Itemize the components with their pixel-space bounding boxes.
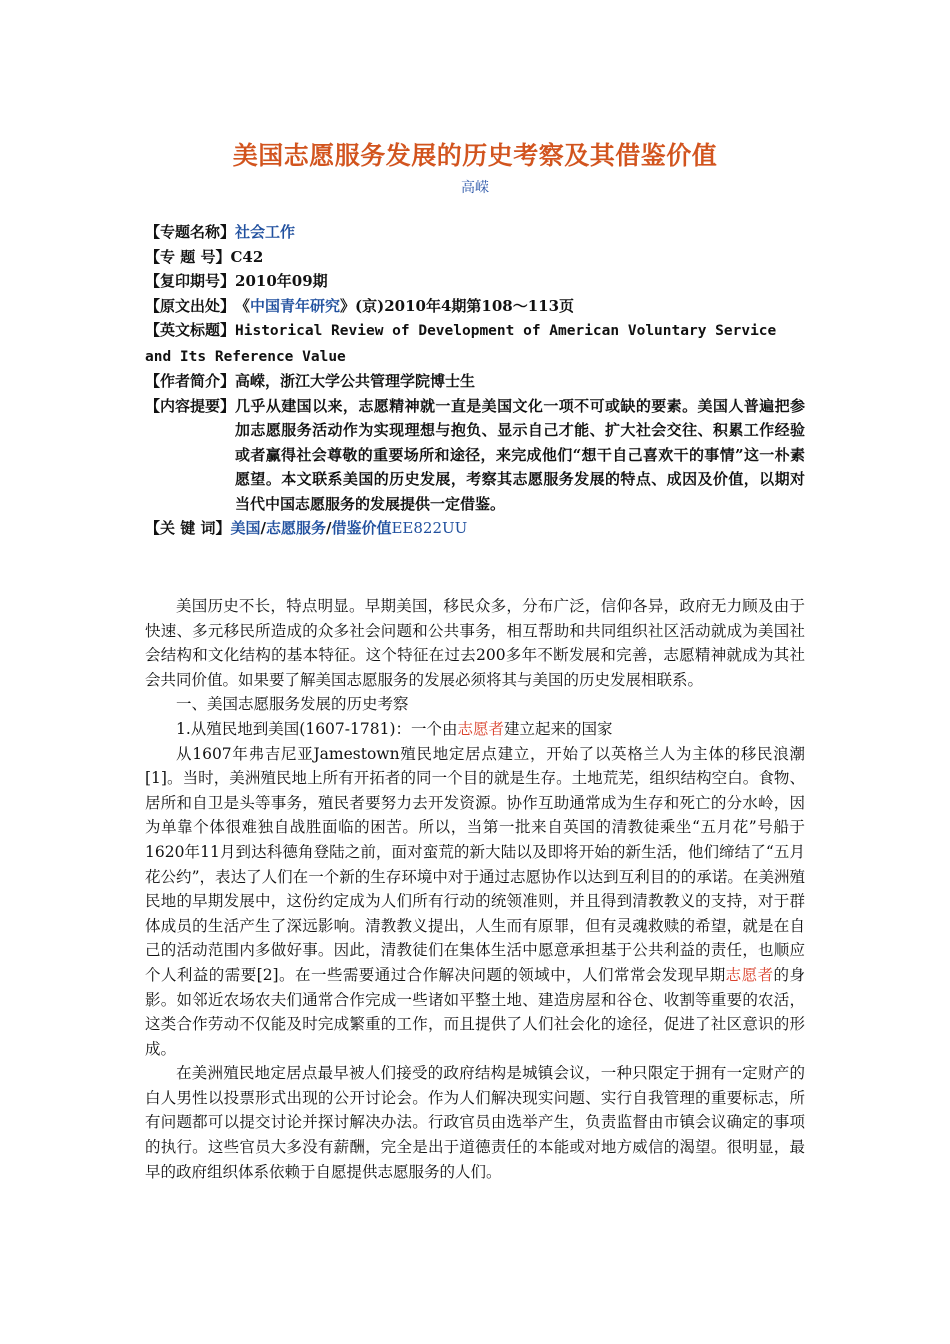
meta-abstract bbox=[145, 394, 805, 517]
source-prefix: 《 bbox=[235, 296, 251, 315]
meta-topic bbox=[145, 220, 805, 245]
issue-value: 2010年09期 bbox=[235, 272, 328, 290]
source-suffix: 》(京)2010年4期第108～113页 bbox=[340, 296, 575, 315]
metadata-block bbox=[145, 220, 805, 541]
meta-label: 【内容提要】 bbox=[145, 396, 236, 415]
meta-label: 【关 键 词】 bbox=[145, 519, 231, 537]
abstract-value: 几乎从建国以来，志愿精神就一直是美国文化一项不可或缺的要素。美国人普遍把参加志愿服务活动作为实现理想与抱负、显示自己才能、扩大社会交往、积累工作经验或者赢得社会尊敬的重要场所和途径，来完成他们“想干自己喜欢干的事情”这一朴素愿望。本文联系美国的历史发展，考察其志愿服务发展的特点、成因及价值，以期对当代中国志愿服务的发展提供一定借鉴。 bbox=[235, 396, 805, 513]
keyword-code: EE822UU bbox=[391, 519, 468, 537]
meta-english-title bbox=[145, 318, 805, 369]
meta-label: 【原文出处】 bbox=[145, 296, 236, 315]
subsection-heading-text: 建立起来的国家 bbox=[504, 719, 613, 738]
highlighted-term: 志愿者 bbox=[725, 965, 774, 984]
meta-label: 【复印期号】 bbox=[145, 272, 236, 290]
body-text-segment: 从1607年弗吉尼亚Jamestown殖民地定居点建立，开始了以英格兰人为主体的移民浪潮[1]。当时，美洲殖民地上所有开拓者的同一个目的就是生存。土地荒芜，组织结构空白。食物、居所和自卫是头等事务，殖民者要努力去开发资源。协作互助通常成为生存和死亡的分水岭，因为单靠个体很难独自战胜面临的困苦。所以，当第一批来自英国的清教徒乘坐“五月花”号船于1620年11月到达科德角登陆之前，面对蛮荒的新大陆以及即将开始的新生活，他们缔结了“五月花公约”，表达了人们在一个新的生存环境中对于通过志愿协作以达到互利目的的承诺。在美洲殖民地的早期发展中，这份约定成为人们所有行动的统领准则，并且得到清教教义的支持，对于群体成员的生活产生了深远影响。清教教义提出，人生而有原罪，但有灵魂救赎的希望，就是在自己的活动范围内多做好事。因此，清教徒们在集体生活中愿意承担基于公共利益的责任，也顺应个人利益的需要[2]。在一些需要通过合作解决问题的领域中，人们常常会发现早期 bbox=[145, 744, 805, 984]
article-title: 美国志愿服务发展的历史考察及其借鉴价值 bbox=[232, 141, 718, 170]
meta-label: 【专题名称】 bbox=[145, 223, 236, 241]
meta-issue bbox=[145, 269, 805, 294]
meta-author-bio bbox=[145, 369, 805, 394]
meta-source bbox=[145, 294, 805, 319]
subsection-heading bbox=[145, 717, 805, 742]
keywords-value bbox=[230, 516, 805, 541]
body-paragraph: 在美洲殖民地定居点最早被人们接受的政府结构是城镇会议，一种只限定于拥有一定财产的白人男性以投票形式出现的公开讨论会。作为人们解决现实问题、实行自我管理的重要标志，所有问题都可以提交讨论并探讨解决办法。行政官员由选举产生，负责监督由市镇会议确定的事项的执行。这些官员大多没有薪酬，完全是出于道德责任的本能或对地方威信的渴望。很明显，最早的政府组织体系依赖于自愿提供志愿服务的人们。 bbox=[145, 1064, 805, 1181]
body-paragraph bbox=[145, 742, 805, 1062]
keyword-link[interactable]: 美国 bbox=[230, 519, 261, 537]
keyword-link[interactable]: 志愿服务 bbox=[265, 519, 326, 537]
author-bio-value: 高嵘，浙江大学公共管理学院博士生 bbox=[235, 372, 476, 390]
journal-link[interactable]: 中国青年研究 bbox=[250, 296, 341, 315]
topic-number-value: C42 bbox=[230, 247, 264, 266]
source-value bbox=[235, 294, 805, 319]
keyword-separator: / bbox=[260, 519, 266, 537]
subsection-heading-text: 1.从殖民地到美国(1607-1781)：一个由 bbox=[176, 719, 458, 738]
meta-label: 【专 题 号】 bbox=[145, 247, 231, 266]
keyword-link[interactable]: 借鉴价值 bbox=[331, 519, 392, 537]
meta-label: 【作者简介】 bbox=[145, 372, 236, 390]
topic-link[interactable]: 社会工作 bbox=[235, 223, 296, 241]
meta-keywords bbox=[145, 516, 805, 541]
english-title-value: Historical Review of Development of American Voluntary Service and Its Reference Value bbox=[145, 323, 777, 365]
body-text-segment: 的身影。如邻近农场农夫们通常合作完成一些诸如平整土地、建造房屋和谷仓、收割等重要的农活，这类合作劳动不仅能及时完成繁重的工作，而且提供了人们社会化的途径，促进了社区意识的形成。 bbox=[145, 965, 805, 1058]
body-paragraph: 美国历史不长，特点明显。早期美国，移民众多，分布广泛，信仰各异，政府无力顾及由于快速、多元移民所造成的众多社会问题和公共事务，相互帮助和共同组织社区活动就成为美国社会结构和文化结构的基本特征。这个特征在过去200多年不断发展和完善，志愿精神就成为其社会共同价值。如果要了解美国志愿服务的发展必须将其与美国的历史发展相联系。 bbox=[145, 597, 805, 689]
highlighted-term: 志愿者 bbox=[457, 719, 505, 738]
article-body bbox=[145, 594, 805, 1184]
keyword-separator: / bbox=[325, 519, 332, 537]
article-author-link[interactable]: 高嵘 bbox=[461, 180, 489, 196]
section-heading: 一、美国志愿服务发展的历史考察 bbox=[176, 695, 409, 714]
meta-topic-number bbox=[145, 245, 805, 270]
meta-label: 【英文标题】 bbox=[145, 321, 236, 339]
